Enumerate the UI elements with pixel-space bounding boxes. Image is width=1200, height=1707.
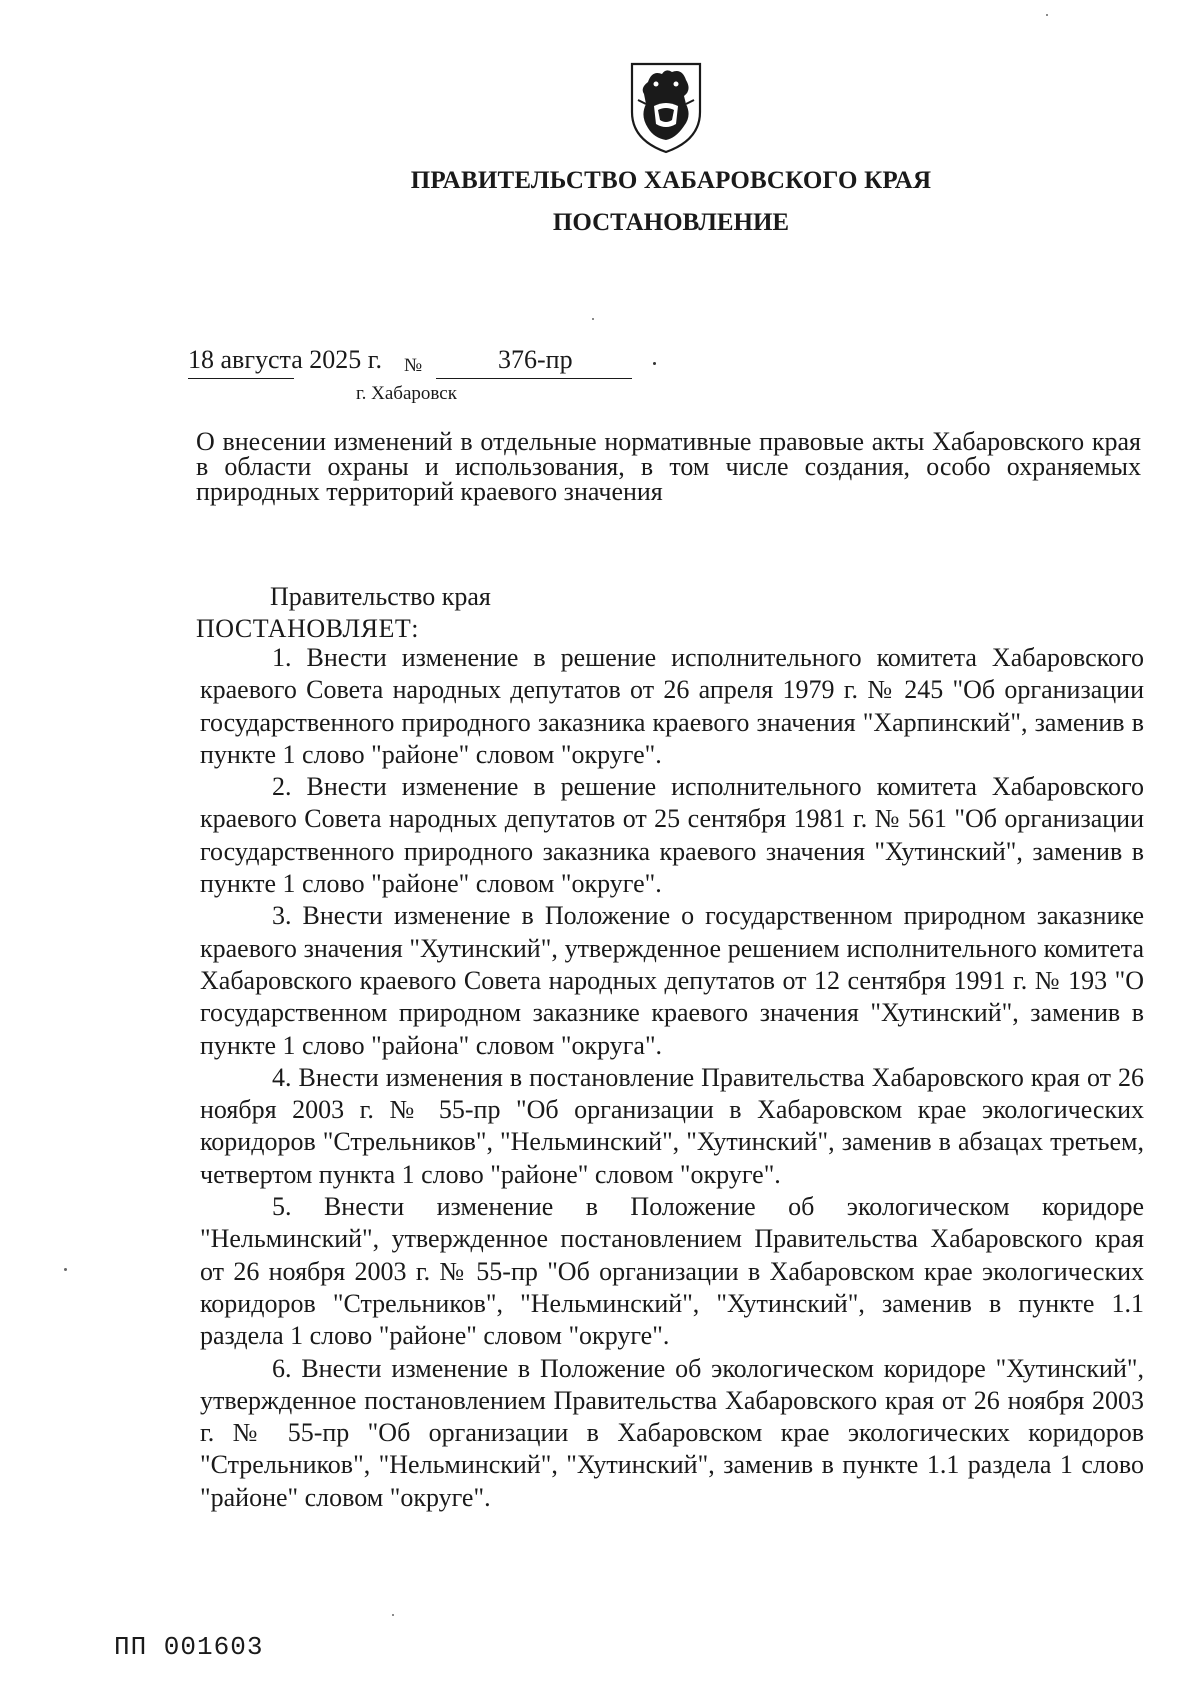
document-number: 376-пр: [498, 345, 573, 374]
decree-item-5: 5. Внести изменение в Положение об экологическом коридоре "Нельминский", утвержденное постановлением Правительства Хабаровского края от 26 ноября 2003 г. № 55-пр "Об организации в Хабаровском крае экологических коридоров "Стрельников", "Нельминский", "Хутинский", заменив в пункте 1.1 раздела 1 слово "районе" словом "округе".: [200, 1192, 1144, 1351]
scan-speck: [392, 1614, 394, 1616]
scan-speck: [653, 362, 656, 365]
preamble-line-2: ПОСТАНОВЛЯЕТ:: [196, 614, 419, 643]
decree-item-1: 1. Внести изменение в решение исполнительного комитета Хабаровского краевого Совета народных депутатов от 26 апреля 1979 г. № 245 "Об организации государственного природного заказника краевого значения "Харпинский", заменив в пункте 1 слово "районе" словом "округе".: [200, 643, 1144, 769]
decree-item-2: 2. Внести изменение в решение исполнительного комитета Хабаровского краевого Совета народных депутатов от 25 сентября 1981 г. № 561 "Об организации государственного природного заказника краевого значения "Хутинский", заменив в пункте 1 слово "районе" словом "округе".: [200, 772, 1144, 899]
scan-speck: [64, 1268, 67, 1271]
document-subject: О внесении изменений в отдельные нормативные правовые акты Хабаровского края в области охраны и использования, в том числе создания, особо охраняемых природных территорий краевого значения: [196, 427, 1141, 506]
document-type: ПОСТАНОВЛЕНИЕ: [552, 209, 790, 236]
document-city: г. Хабаровск: [356, 383, 457, 404]
preamble-line-1: Правительство края: [270, 582, 491, 611]
coat-of-arms-icon: [626, 60, 706, 155]
number-sign: №: [404, 355, 423, 376]
scan-speck: [1046, 14, 1048, 16]
decree-item-6: 6. Внести изменение в Положение об экологическом коридоре "Хутинский", утвержденное постановлением Правительства Хабаровского края от 26 ноября 2003 г. № 55-пр "Об организации в Хабаровском крае экологических коридоров "Стрельников", "Нельминский", "Хутинский", заменив в пункте 1.1 раздела 1 слово "районе" словом "округе".: [200, 1353, 1144, 1512]
decree-items: [200, 642, 1144, 1514]
decree-item-3: 3. Внести изменение в Положение о государственном природном заказнике краевого значения "Хутинский", утвержденное решением исполнительного комитета Хабаровского краевого Совета народных депутатов от 12 сентября 1991 г. № 193 "О государственном природном заказнике краевого значения "Хутинский", заменив в пункте 1 слово "района" словом "округа".: [200, 901, 1144, 1060]
government-name: ПРАВИТЕЛЬСТВО ХАБАРОВСКОГО КРАЯ: [410, 167, 932, 194]
form-code: ПП 001603: [114, 1632, 264, 1662]
number-underline: [436, 378, 632, 379]
scan-speck: [592, 318, 594, 320]
date-underline: [188, 378, 294, 379]
decree-item-4: 4. Внести изменения в постановление Правительства Хабаровского края от 26 ноября 2003 г. № 55-пр "Об организации в Хабаровском крае экологических коридоров "Стрельников", "Нельминский", "Хутинский", заменив в абзацах третьем, четвертом пункта 1 слово "районе" словом "округе".: [200, 1062, 1144, 1189]
document-date: 18 августа 2025 г.: [188, 345, 382, 374]
